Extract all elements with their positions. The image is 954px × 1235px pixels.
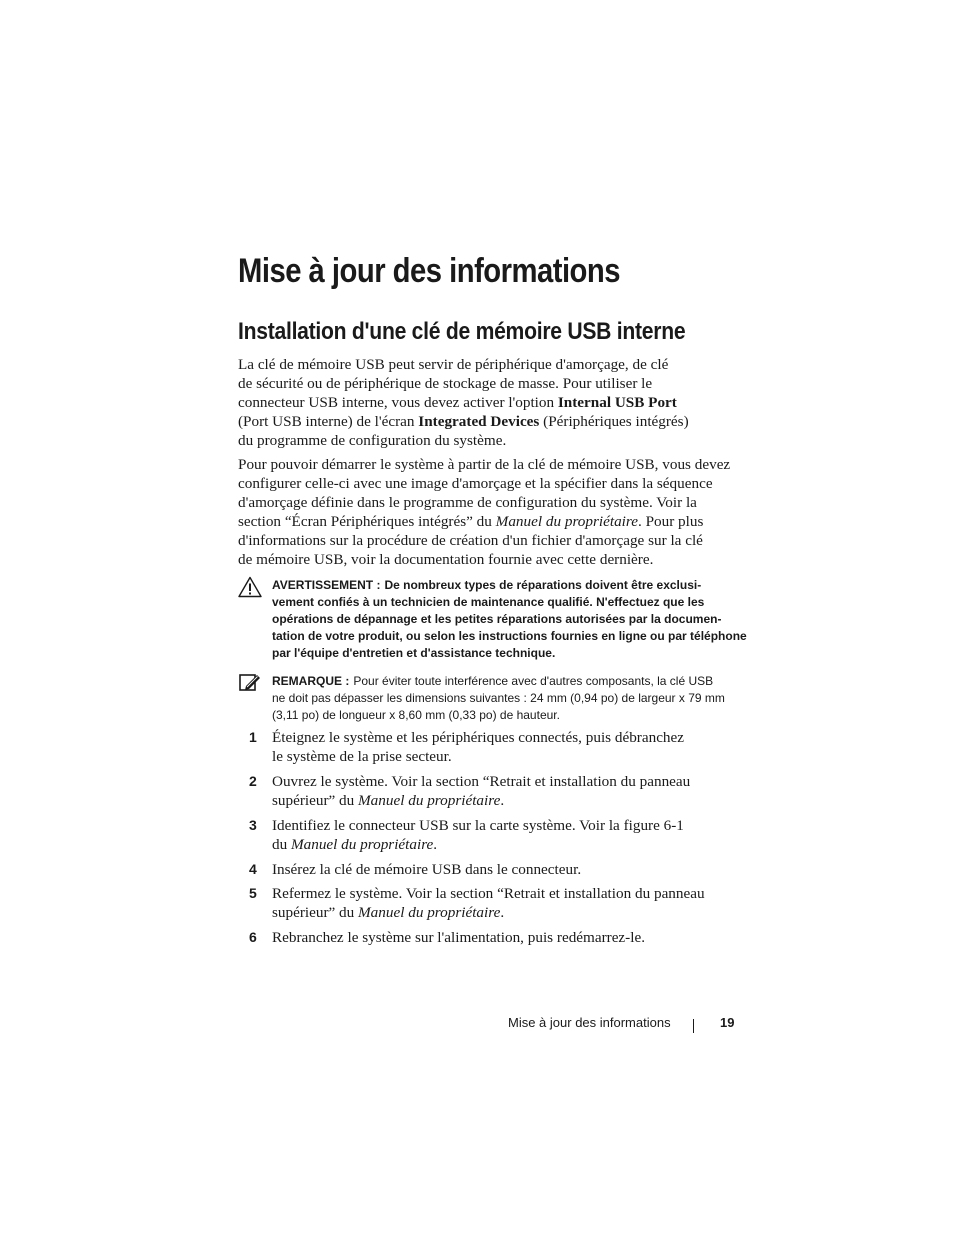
text-line: du programme de configuration du système.: [238, 432, 507, 449]
step-number: 6: [249, 929, 257, 945]
text-line: [238, 512, 738, 531]
text-line: tation de votre produit, ou selon les instructions fournies en ligne ou par téléphone: [272, 629, 747, 643]
text-line: [238, 393, 738, 412]
step-text: [272, 728, 742, 766]
text-line: par l'équipe d'entretien et d'assistance technique.: [272, 646, 556, 660]
text-fragment: supérieur” du: [272, 792, 359, 809]
option-name: Internal USB Port: [557, 394, 677, 411]
text-fragment: section “Écran Périphériques intégrés” du: [238, 513, 496, 530]
text-line: de sécurité ou de périphérique de stockage de masse. Pour utiliser le: [238, 375, 653, 392]
step-text: [272, 860, 742, 879]
text-line: [272, 673, 742, 690]
step-text: [272, 816, 742, 854]
text-line: Ouvrez le système. Voir la section “Retrait et installation du panneau: [272, 773, 691, 790]
step-number: 3: [249, 817, 257, 833]
text-fragment: du: [272, 836, 291, 853]
step-number: 5: [249, 885, 257, 901]
text-line: d'informations sur la procédure de création d'un fichier d'amorçage sur la clé: [238, 532, 703, 549]
text-line: La clé de mémoire USB peut servir de périphérique d'amorçage, de clé: [238, 356, 669, 373]
manual-reference: Manuel du propriétaire: [358, 904, 501, 921]
text-line: Insérez la clé de mémoire USB dans le connecteur.: [272, 861, 582, 878]
text-fragment: Pour éviter toute interférence avec d'autres composants, la clé USB: [353, 674, 714, 688]
text-fragment: De nombreux types de réparations doivent être exclusi-: [384, 578, 702, 592]
text-line: Pour pouvoir démarrer le système à partir de la clé de mémoire USB, vous devez: [238, 456, 731, 473]
text-fragment: connecteur USB interne, vous devez activer l'option: [238, 394, 558, 411]
text-line: Refermez le système. Voir la section “Retrait et installation du panneau: [272, 885, 705, 902]
manual-reference: Manuel du propriétaire: [495, 513, 638, 530]
screen-name: Integrated Devices: [418, 413, 540, 430]
text-line: configurer celle-ci avec une image d'amorçage et la spécifier dans la séquence: [238, 475, 713, 492]
boot-paragraph: [238, 455, 738, 569]
manual-reference: Manuel du propriétaire: [358, 792, 501, 809]
text-line: vement confiés à un technicien de maintenance qualifié. N'effectuez que les: [272, 595, 705, 609]
page-number: 19: [720, 1015, 735, 1030]
text-fragment: .: [500, 792, 505, 809]
text-fragment: (Périphériques intégrés): [539, 413, 689, 430]
text-line: de mémoire USB, voir la documentation fournie avec cette dernière.: [238, 551, 654, 568]
text-fragment: .: [433, 836, 438, 853]
warning-text: [272, 577, 747, 662]
text-line: [272, 791, 742, 810]
step-number: 4: [249, 861, 257, 877]
intro-paragraph: [238, 355, 738, 450]
text-line: ne doit pas dépasser les dimensions suivantes : 24 mm (0,94 po) de largeur x 79 mm: [272, 691, 725, 705]
text-fragment: (Port USB interne) de l'écran: [238, 413, 419, 430]
text-line: le système de la prise secteur.: [272, 748, 452, 765]
footer-title: Mise à jour des informations: [508, 1015, 671, 1030]
text-line: Éteignez le système et les périphériques connectés, puis débranchez: [272, 729, 685, 746]
section-title: Installation d'une clé de mémoire USB interne: [238, 318, 686, 345]
warning-triangle-icon: [238, 576, 262, 598]
step-text: [272, 772, 742, 810]
step-text: [272, 884, 742, 922]
manual-reference: Manuel du propriétaire: [290, 836, 434, 853]
text-fragment: supérieur” du: [272, 904, 359, 921]
note-label: REMARQUE :: [272, 674, 350, 688]
text-line: (3,11 po) de longueur x 8,60 mm (0,33 po) de hauteur.: [272, 708, 560, 722]
step-number: 1: [249, 729, 257, 745]
text-line: [272, 903, 742, 922]
step-text: [272, 928, 742, 947]
text-line: Identifiez le connecteur USB sur la carte système. Voir la figure 6-1: [272, 817, 684, 834]
text-line: [272, 835, 742, 854]
warning-label: AVERTISSEMENT :: [272, 578, 381, 592]
text-line: [272, 577, 742, 594]
text-line: opérations de dépannage et les petites réparations autorisées par la documen-: [272, 612, 722, 626]
text-fragment: . Pour plus: [637, 513, 704, 530]
text-fragment: .: [500, 904, 505, 921]
chapter-title: Mise à jour des informations: [238, 252, 621, 290]
text-line: d'amorçage définie dans le programme de configuration du système. Voir la: [238, 494, 697, 511]
text-line: [238, 412, 738, 431]
step-number: 2: [249, 773, 257, 789]
note-pencil-icon: [238, 672, 262, 694]
note-text: [272, 673, 742, 724]
text-line: Rebranchez le système sur l'alimentation, puis redémarrez-le.: [272, 929, 645, 946]
footer-divider: [693, 1019, 694, 1033]
page-footer: [508, 1015, 738, 1035]
